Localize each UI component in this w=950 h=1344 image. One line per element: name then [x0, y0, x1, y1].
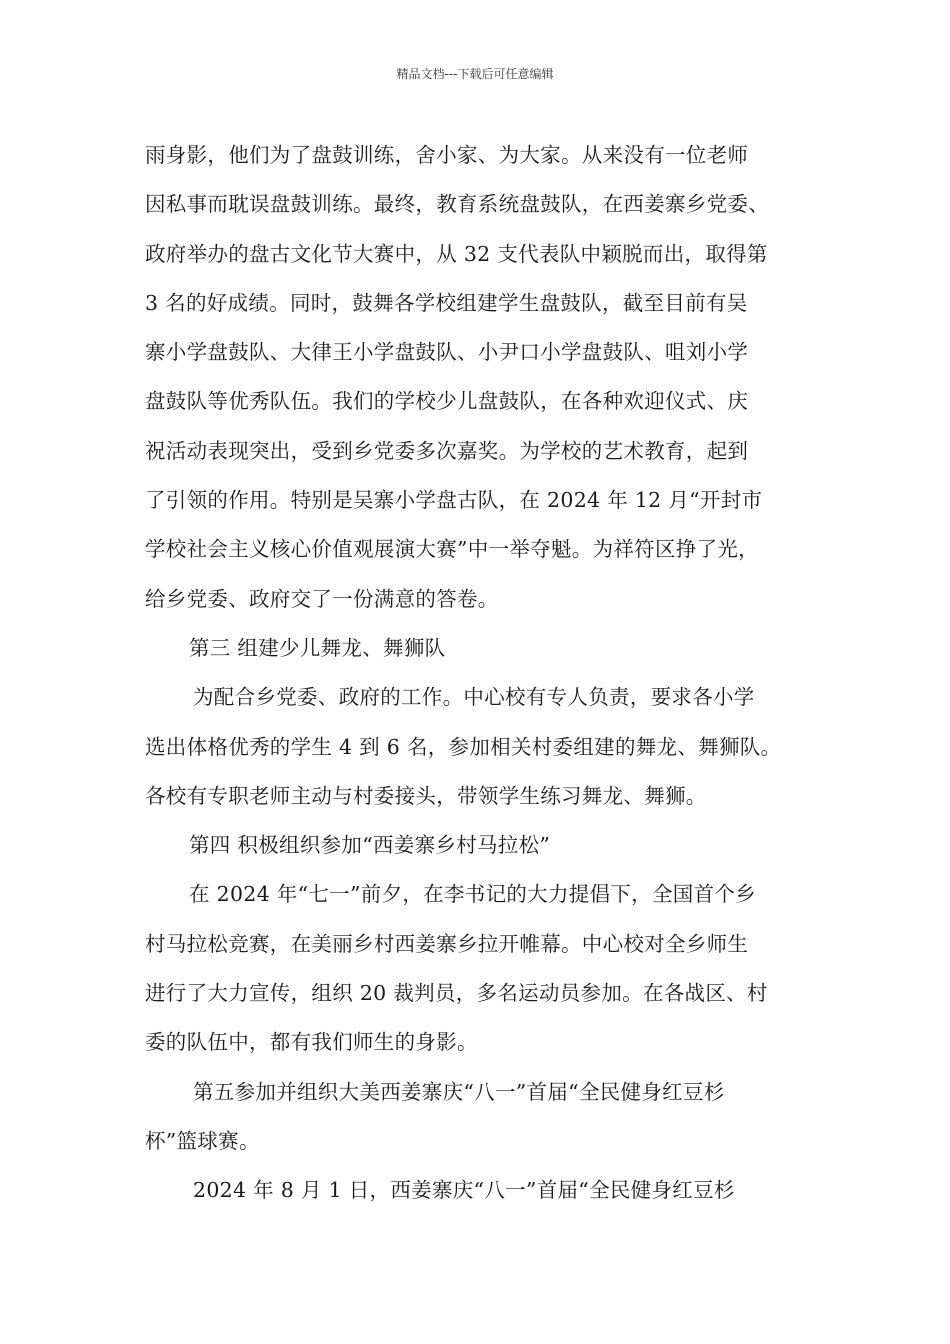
text-line: 进行了大力宣传，组织 20 裁判员，多名运动员参加。在各战区、村 [145, 981, 768, 1006]
text-line: 在 2024 年“七一”前夕，在李书记的大力提倡下，全国首个乡 [189, 882, 756, 907]
text-line: 选出体格优秀的学生 4 到 6 名，参加相关村委组建的舞龙、舞狮队。 [145, 734, 782, 759]
text-line: 祝活动表现突出，受到乡党委多次嘉奖。为学校的艺术教育，起到 [145, 438, 749, 463]
text-line: 雨身影，他们为了盘鼓训练，舍小家、为大家。从来没有一位老师 [145, 143, 749, 167]
page-header: 精品文档---下载后可任意编辑 [396, 67, 554, 81]
text-line: 给乡党委、政府交了一份满意的答卷。 [145, 586, 499, 611]
text-line: 第四 积极组织参加“西姜寨乡村马拉松” [189, 833, 551, 858]
text-line: 为配合乡党委、政府的工作。中心校有专人负责，要求各小学 [193, 685, 755, 710]
text-line: 第三 组建少儿舞龙、舞狮队 [189, 635, 446, 660]
text-line: 2024 年 8 月 1 日，西姜寨庆“八一”首届“全民健身红豆杉 [193, 1178, 735, 1203]
text-line: 各校有专职老师主动与村委接头，带领学生练习舞龙、舞狮。 [145, 783, 707, 808]
document-body [145, 131, 835, 1216]
text-line: 杯”篮球赛。 [145, 1128, 260, 1153]
text-line: 村马拉松竞赛，在美丽乡村西姜寨乡拉开帷幕。中心校对全乡师生 [145, 931, 749, 956]
text-line: 委的队伍中，都有我们师生的身影。 [145, 1030, 478, 1055]
text-line: 政府举办的盘古文化节大赛中，从 32 支代表队中颖脱而出，取得第 [145, 241, 768, 266]
text-line: 盘鼓队等优秀队伍。我们的学校少儿盘鼓队，在各种欢迎仪式、庆 [145, 389, 749, 414]
text-line: 3 名的好成绩。同时，鼓舞各学校组建学生盘鼓队，截至目前有吴 [145, 290, 748, 315]
text-line: 学校社会主义核心价值观展演大赛”中一举夺魁。为祥符区挣了光， [145, 537, 759, 562]
text-line: 第五参加并组织大美西姜寨庆“八一”首届“全民健身红豆杉 [193, 1079, 725, 1104]
text-line: 因私事而耽误盘鼓训练。最终，教育系统盘鼓队，在西姜寨乡党委、 [145, 192, 769, 217]
text-line: 寨小学盘鼓队、大律王小学盘鼓队、小尹口小学盘鼓队、咀刘小学 [145, 340, 749, 365]
text-line: 了引领的作用。特别是吴寨小学盘古队，在 2024 年 12 月“开封市 [145, 488, 763, 513]
